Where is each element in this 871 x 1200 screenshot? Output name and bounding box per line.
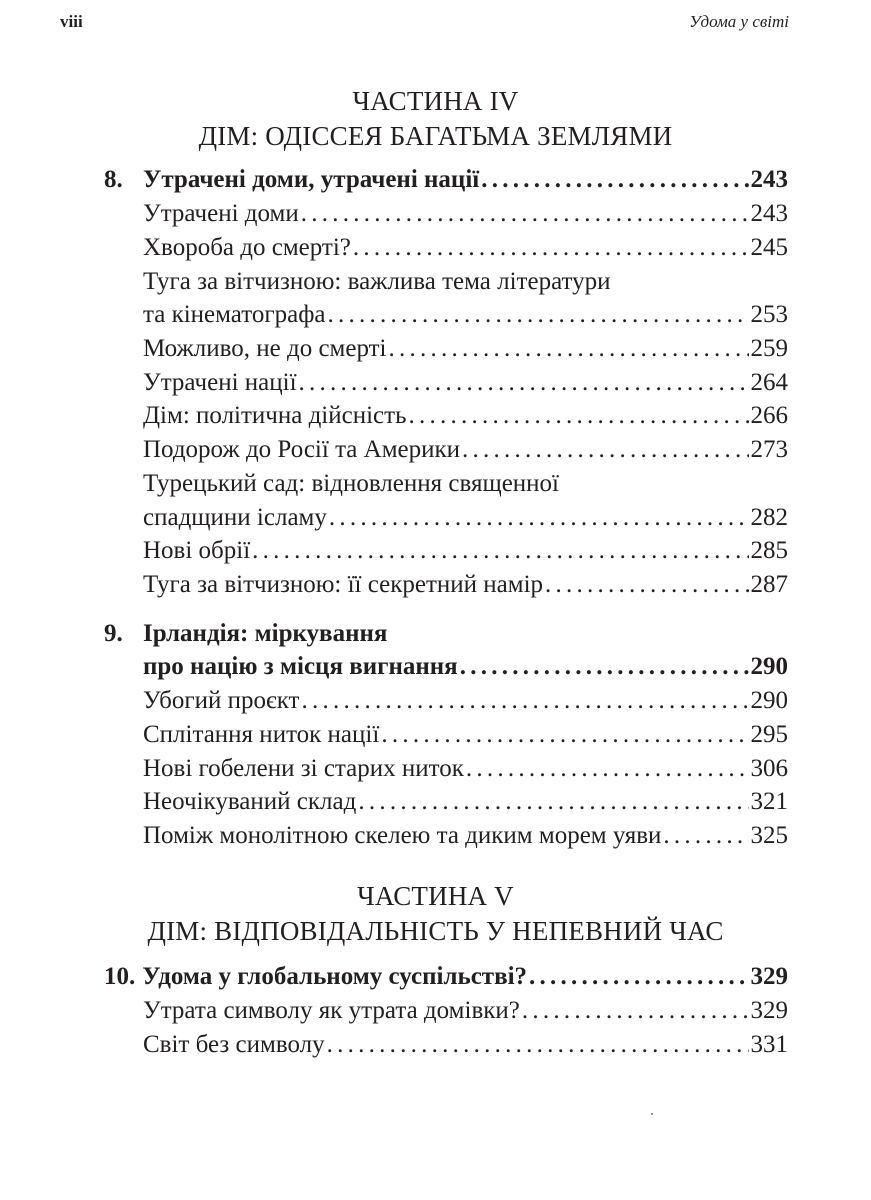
section-title: Світ без символу <box>143 1031 325 1058</box>
dot-leader <box>301 197 749 231</box>
section-title: Можливо, не до смерті <box>143 335 387 362</box>
toc-section[interactable] <box>104 332 788 366</box>
section-title: Утрачені нації <box>143 369 297 396</box>
dot-leader <box>408 399 748 433</box>
section-title-line1: Турецький сад: відновлення священної <box>143 470 559 497</box>
chapter-title: про націю з місця вигнання <box>143 653 458 680</box>
dot-leader <box>327 1028 749 1062</box>
dot-leader <box>327 298 748 332</box>
section-title: Поміж монолітною скелею та диким морем уяви <box>143 822 662 849</box>
page-ref: 321 <box>750 788 788 815</box>
dot-leader <box>522 994 749 1028</box>
toc-section[interactable] <box>104 568 788 602</box>
dot-leader <box>381 718 748 752</box>
toc-chapter-10[interactable] <box>104 960 788 994</box>
toc-section[interactable] <box>104 994 788 1028</box>
page-ref: 282 <box>750 504 788 531</box>
toc-section[interactable] <box>104 534 788 568</box>
section-title: Хвороба до смерті? <box>143 234 351 261</box>
dot-leader <box>252 534 748 568</box>
toc-section[interactable] <box>104 501 788 535</box>
page-ref: 285 <box>750 537 788 564</box>
toc-chapter-9-line1[interactable] <box>104 617 788 651</box>
toc-section[interactable] <box>104 366 788 400</box>
section-title: Сплітання ниток нації <box>143 721 380 748</box>
dot-leader <box>389 332 749 366</box>
dot-leader <box>358 785 748 819</box>
book-title: Удома у світі <box>689 12 789 31</box>
part-title: ДІМ: ОДІССЕЯ БАГАТЬМА ЗЕМЛЯМИ <box>198 121 673 151</box>
section-title: Нові обрії <box>143 537 251 564</box>
page-ref: 329 <box>750 997 788 1024</box>
toc-section[interactable] <box>104 819 788 853</box>
chapter-title-line1: Ірландія: міркування <box>143 620 388 647</box>
page-ref: 243 <box>750 200 788 227</box>
dot-leader <box>301 684 748 718</box>
page-ref: 290 <box>750 687 788 714</box>
chapter-number: 9. <box>104 620 123 647</box>
page-ref: 295 <box>750 721 788 748</box>
toc-section-line1[interactable] <box>104 467 788 501</box>
chapter-title: Утрачені доми, утрачені нації <box>143 166 480 193</box>
section-title: та кінематографа <box>143 301 326 328</box>
page-ref: 259 <box>750 335 788 362</box>
toc-section[interactable] <box>104 752 788 786</box>
dot-leader <box>466 752 749 786</box>
dot-leader <box>462 433 748 467</box>
dot-leader <box>529 960 748 994</box>
section-title: Подорож до Росії та Америки <box>143 436 461 463</box>
chapter-number: 8. <box>104 166 123 193</box>
page-ref: 273 <box>750 436 788 463</box>
dot-leader <box>481 163 748 197</box>
page-ref: 331 <box>750 1031 788 1058</box>
scan-speck <box>651 1113 653 1115</box>
toc-chapter-9[interactable] <box>104 650 788 684</box>
page-ref: 306 <box>750 755 788 782</box>
toc-section[interactable] <box>104 433 788 467</box>
toc-section[interactable] <box>104 231 788 265</box>
dot-leader <box>329 501 749 535</box>
section-title: Туга за вітчизною: її секретний намір <box>143 571 544 598</box>
page-ref: 243 <box>750 166 788 193</box>
part-title: ДІМ: ВІДПОВІДАЛЬНІСТЬ У НЕПЕВНИЙ ЧАС <box>147 916 724 946</box>
page-ref: 245 <box>750 234 788 261</box>
toc-section[interactable] <box>104 399 788 433</box>
page-ref: 325 <box>750 822 788 849</box>
page-ref: 329 <box>750 963 788 990</box>
toc-section[interactable] <box>104 298 788 332</box>
section-title: Неочікуваний склад <box>143 788 357 815</box>
chapter-title: Удома у глобальному суспільстві? <box>142 963 528 990</box>
part-label: ЧАСТИНА V <box>357 881 514 911</box>
section-title: Утрата символу як утрата домівки? <box>143 997 520 1024</box>
toc-section[interactable] <box>104 785 788 819</box>
toc-section[interactable] <box>104 197 788 231</box>
page-number: viii <box>60 12 83 31</box>
dot-leader <box>353 231 749 265</box>
section-title: спадщини ісламу <box>143 504 327 531</box>
running-head <box>60 12 789 36</box>
toc-section[interactable] <box>104 684 788 718</box>
page-ref: 253 <box>750 301 788 328</box>
section-title: Нові гобелени зі старих ниток <box>143 755 464 782</box>
dot-leader <box>460 650 749 684</box>
page-ref: 264 <box>750 369 788 396</box>
section-title: Дім: політична дійсність <box>143 402 407 429</box>
section-title: Убогий проєкт <box>143 687 300 714</box>
page-ref: 287 <box>750 571 788 598</box>
dot-leader <box>663 819 748 853</box>
toc-section[interactable] <box>104 718 788 752</box>
section-title-line1: Туга за вітчизною: важлива тема літератури <box>143 268 611 295</box>
dot-leader <box>299 366 749 400</box>
page-ref: 266 <box>750 402 788 429</box>
toc-section-line1[interactable] <box>104 265 788 299</box>
section-title: Утрачені доми <box>143 200 299 227</box>
page-ref: 290 <box>750 653 788 680</box>
dot-leader <box>545 568 748 602</box>
toc-section[interactable] <box>104 1028 788 1062</box>
chapter-number: 10. <box>104 963 136 990</box>
part-label: ЧАСТИНА IV <box>352 86 519 116</box>
toc-chapter-8[interactable] <box>104 163 788 197</box>
